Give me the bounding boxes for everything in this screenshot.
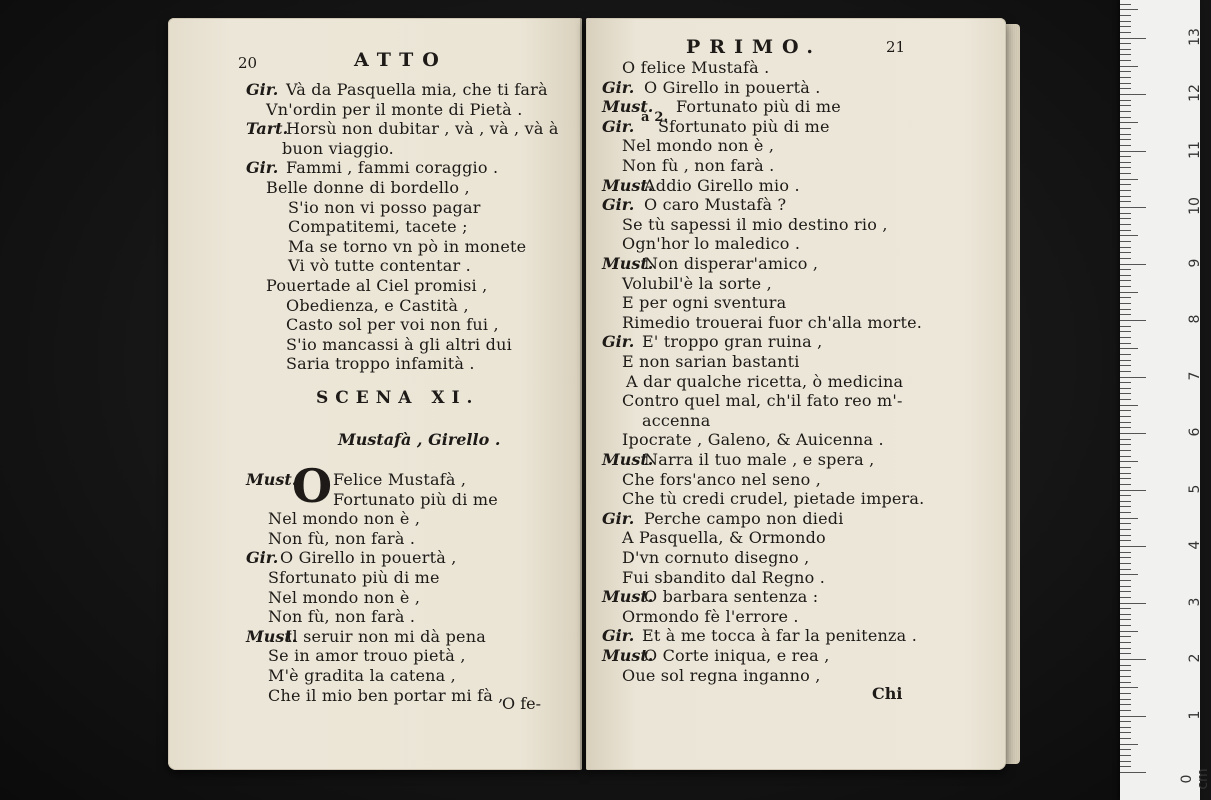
verse-line: Fammi , fammi coraggio . (286, 158, 499, 178)
ruler-tick (1120, 337, 1131, 338)
verse-line: S'io non vi posso pagar (288, 197, 481, 217)
ruler-tick (1120, 608, 1131, 609)
ruler-tick (1120, 749, 1131, 750)
ruler-tick (1120, 60, 1131, 61)
verse-line: Belle donne di bordello , (266, 178, 470, 197)
verse-line: Perche campo non diedi (644, 508, 844, 528)
ruler-tick (1120, 134, 1131, 135)
ruler-tick (1120, 444, 1131, 445)
verse-line: Nel mondo non è , (268, 509, 421, 529)
ruler-tick (1120, 501, 1131, 502)
ruler-tick (1120, 105, 1131, 106)
ruler-tick (1120, 280, 1131, 281)
ruler-tick (1120, 360, 1131, 361)
ruler-tick (1120, 732, 1131, 733)
ruler-tick (1120, 546, 1146, 547)
ruler-tick (1120, 653, 1131, 654)
ruler-tick (1120, 151, 1146, 152)
verse-line: Rimedio trouerai fuor ch'alla morte. (622, 312, 923, 332)
ruler-tick (1120, 15, 1131, 16)
ruler-tick (1120, 625, 1131, 626)
ruler-tick (1120, 772, 1146, 773)
ruler-tick (1120, 704, 1131, 705)
speaker-name: Must. (602, 646, 654, 665)
ruler-tick (1120, 4, 1131, 5)
ruler-label: 11 (1187, 140, 1203, 159)
ruler-tick (1120, 66, 1138, 67)
ruler-tick (1120, 461, 1138, 462)
left-page-number: 20 (238, 54, 258, 72)
speaker-name: Gir. (246, 80, 279, 99)
ruler-tick (1120, 94, 1146, 95)
ruler-tick (1120, 388, 1131, 389)
ruler-tick (1120, 71, 1131, 72)
ruler-tick (1120, 738, 1131, 739)
ruler-tick (1120, 563, 1131, 564)
speaker-name: Gir. (246, 158, 279, 178)
verse-line: S'io mancassi à gli altri dui (286, 334, 512, 354)
verse-line: Sfortunato più di me (268, 568, 440, 587)
ruler-tick (1120, 490, 1146, 491)
speaker-name: Gir. (602, 116, 635, 136)
ruler-label: 10 (1187, 197, 1203, 215)
verse-line: Fortunato più di me (333, 489, 498, 509)
ruler-tick (1120, 252, 1131, 253)
verse-line: E' troppo gran ruina , (642, 332, 823, 352)
ruler-tick (1120, 314, 1131, 315)
verse-line: Non fù , non farà . (622, 156, 775, 175)
ruler-tick (1120, 619, 1131, 620)
speaker-name: Must. (602, 450, 654, 469)
verse-line: Volubil'è la sorte , (622, 273, 772, 293)
speaker-name: Gir. (602, 77, 635, 97)
right-page (586, 18, 1006, 770)
ruler-tick (1120, 687, 1138, 688)
ruler-tick (1120, 405, 1138, 406)
ruler-tick (1120, 569, 1131, 570)
verse-line: Che il mio ben portar mi fà , (268, 685, 504, 705)
ruler-tick (1120, 207, 1146, 208)
verse-line: A dar qualche ricetta, ò medicina (626, 371, 904, 391)
right-page-number: 21 (886, 38, 906, 56)
ruler-tick (1120, 235, 1138, 236)
speaker-name: Must. (602, 97, 654, 117)
scene-title: SCENA XI. (316, 388, 480, 408)
ruler-tick (1120, 117, 1131, 118)
ruler-tick (1120, 173, 1131, 174)
ruler-tick (1120, 427, 1131, 428)
ruler-tick (1120, 258, 1131, 259)
ruler-tick (1120, 716, 1146, 717)
verse-line: Addio Girello mio . (644, 175, 800, 195)
ruler-tick (1120, 761, 1131, 762)
ruler-tick (1120, 196, 1131, 197)
drop-cap: O (292, 459, 333, 513)
verse-line: accenna (642, 410, 711, 430)
a-due-marker: à 2. (641, 110, 669, 125)
verse-line: Fui sbandito dal Regno . (622, 567, 826, 587)
ruler-tick (1120, 269, 1131, 270)
ruler-tick (1120, 574, 1138, 575)
verse-line: Ormondo fè l'errore . (622, 606, 799, 626)
verse-line: Contro quel mal, ch'il fato reo m'- (622, 391, 903, 411)
ruler-tick (1120, 648, 1131, 649)
ruler-tick (1120, 32, 1131, 33)
verse-line: Che tù credi crudel, pietade impera. (622, 489, 925, 509)
verse-line: Oue sol regna inganno , (622, 665, 821, 685)
ruler-tick (1120, 642, 1131, 643)
ruler-tick (1120, 83, 1131, 84)
ruler-label: 2 (1187, 653, 1203, 663)
ruler-tick (1120, 38, 1146, 39)
ruler-label: 6 (1187, 427, 1203, 437)
ruler-tick (1120, 213, 1131, 214)
ruler-tick (1120, 580, 1131, 581)
ruler-tick (1120, 693, 1131, 694)
ruler-tick (1120, 326, 1131, 327)
ruler-tick (1120, 54, 1131, 55)
ruler-label: 0 cm (1179, 768, 1211, 790)
ruler-tick (1120, 393, 1131, 394)
ruler-tick (1120, 682, 1131, 683)
left-running-header: ATTO (354, 49, 448, 71)
ruler-tick (1120, 292, 1138, 293)
ruler-tick (1120, 184, 1131, 185)
ruler-label: 1 (1187, 710, 1203, 719)
verse-line: O caro Mustafà ? (644, 195, 787, 215)
speaker-name: Gir. (602, 626, 635, 646)
verse-line: Ogn'hor lo maledico . (622, 234, 801, 254)
page-edges (1006, 24, 1020, 764)
ruler-tick (1120, 201, 1131, 202)
ruler-tick (1120, 190, 1131, 191)
verse-line: Che fors'anco nel seno , (622, 469, 822, 489)
verse-line: Narra il tuo male , e spera , (644, 450, 875, 469)
verse-line: Il seruir non mi dà pena (286, 626, 486, 646)
ruler-tick (1120, 506, 1131, 507)
ruler-tick (1120, 348, 1138, 349)
open-book (168, 18, 1026, 776)
verse-line: O barbara sentenza : (644, 587, 819, 607)
verse-line: Non fù, non farà . (268, 607, 416, 627)
verse-line: Se tù sapessi il mio destino rio , (622, 214, 888, 234)
ruler-tick (1120, 354, 1131, 355)
ruler-tick (1120, 586, 1131, 587)
verse-line: E non sarian bastanti (622, 352, 800, 371)
ruler-tick (1120, 699, 1131, 700)
left-page (168, 18, 582, 770)
measurement-ruler (1120, 0, 1211, 800)
ruler-tick (1120, 303, 1131, 304)
speaker-name: Must. (602, 175, 654, 195)
speaker-name: Must. (602, 254, 654, 273)
ruler-tick (1120, 484, 1131, 485)
verse-line: Horsù non dubitar , và , và , và à (286, 119, 559, 139)
ruler-tick (1120, 218, 1131, 219)
ruler-label: 13 (1187, 27, 1203, 46)
ruler-tick (1120, 100, 1131, 101)
verse-line: Compatitemi, tacete ; (288, 217, 468, 237)
ruler-tick (1120, 145, 1131, 146)
verse-line: buon viaggio. (282, 138, 394, 158)
speaker-name: Must. (246, 626, 298, 646)
ruler-tick (1120, 264, 1146, 265)
ruler-tick (1120, 275, 1131, 276)
ruler-tick (1120, 9, 1138, 10)
verse-line: Và da Pasquella mia, che ti farà (286, 80, 548, 99)
speaker-name: Tart. (246, 119, 289, 139)
ruler-tick (1120, 456, 1131, 457)
ruler-tick (1120, 297, 1131, 298)
ruler-tick (1120, 473, 1131, 474)
ruler-tick (1120, 552, 1131, 553)
verse-line: Se in amor trouo pietà , (268, 646, 466, 666)
ruler-label: 8 (1187, 314, 1203, 324)
ruler-tick (1120, 179, 1138, 180)
ruler-tick (1120, 156, 1131, 157)
verse-line: Obedienza, e Castità , (286, 295, 469, 315)
ruler-tick (1120, 286, 1131, 287)
ruler-tick (1120, 343, 1131, 344)
ruler-tick (1120, 320, 1146, 321)
verse-line: A Pasquella, & Ormondo (622, 528, 826, 548)
ruler-label: 12 (1187, 84, 1203, 102)
ruler-label: 4 (1187, 540, 1203, 550)
ruler-tick (1120, 88, 1131, 89)
ruler-tick (1120, 26, 1131, 27)
ruler-label: 9 (1187, 258, 1203, 267)
verse-line: O Girello in pouertà , (280, 548, 457, 568)
verse-line: Pouertade al Ciel promisi , (266, 276, 488, 295)
verse-line: Ipocrate , Galeno, & Auicenna . (622, 430, 884, 450)
ruler-tick (1120, 659, 1146, 660)
ruler-tick (1120, 162, 1131, 163)
verse-line: Nel mondo non è , (622, 136, 775, 156)
ruler-tick (1120, 710, 1131, 711)
ruler-tick (1120, 512, 1131, 513)
ruler-tick (1120, 478, 1131, 479)
right-running-header: PRIMO. (686, 36, 823, 58)
ruler-tick (1120, 167, 1131, 168)
ruler-tick (1120, 128, 1131, 129)
scene-cast: Mustafà , Girello . (338, 430, 501, 449)
ruler-tick (1120, 591, 1131, 592)
ruler-tick (1120, 557, 1131, 558)
ruler-tick (1120, 631, 1138, 632)
ruler-tick (1120, 523, 1131, 524)
ruler-tick (1120, 755, 1131, 756)
verse-line: O Corte iniqua, e rea , (644, 646, 830, 665)
ruler-tick (1120, 399, 1131, 400)
ruler-tick (1120, 416, 1131, 417)
ruler-tick (1120, 744, 1138, 745)
verse-line: Saria troppo infamità . (286, 354, 475, 374)
ruler-tick (1120, 377, 1146, 378)
verse-line: Non disperar'amico , (644, 254, 819, 273)
ruler-tick (1120, 597, 1131, 598)
ruler-tick (1120, 518, 1138, 519)
ruler-tick (1120, 111, 1131, 112)
verse-line: Ma se torno vn pò in monete (288, 236, 527, 256)
ruler-tick (1120, 247, 1131, 248)
speaker-name: Must. (246, 470, 298, 489)
speaker-name: Gir. (602, 195, 635, 215)
ruler-tick (1120, 43, 1131, 44)
left-catchword: O fe- (502, 694, 541, 713)
speaker-name: Gir. (602, 508, 635, 528)
ruler-tick (1120, 122, 1138, 123)
ruler-tick (1120, 410, 1131, 411)
ruler-tick (1120, 331, 1131, 332)
verse-line: Nel mondo non è , (268, 587, 421, 607)
speaker-name: Must. (602, 587, 654, 607)
speaker-name: Gir. (246, 548, 279, 568)
ruler-tick (1120, 540, 1131, 541)
ruler-tick (1120, 365, 1131, 366)
verse-line: O felice Mustafà . (622, 58, 770, 77)
ruler-tick (1120, 77, 1131, 78)
ruler-tick (1120, 450, 1131, 451)
verse-line: Sfortunato più di me (658, 116, 830, 136)
ruler-tick (1120, 603, 1146, 604)
ruler-tick (1120, 535, 1131, 536)
verse-line: D'vn cornuto disegno , (622, 548, 810, 567)
ruler-tick (1120, 529, 1131, 530)
ruler-tick (1120, 371, 1131, 372)
ruler-tick (1120, 665, 1131, 666)
ruler-tick (1120, 495, 1131, 496)
ruler-tick (1120, 49, 1131, 50)
ruler-tick (1120, 422, 1131, 423)
ruler-tick (1120, 241, 1131, 242)
ruler-tick (1120, 766, 1131, 767)
verse-line: M'è gradita la catena , (268, 666, 456, 685)
verse-line: E per ogni sventura (622, 293, 787, 313)
ruler-tick (1120, 636, 1131, 637)
verse-line: Et à me tocca à far la penitenza . (642, 626, 917, 646)
ruler-tick (1120, 727, 1131, 728)
ruler-tick (1120, 230, 1131, 231)
ruler-label: 3 (1187, 597, 1203, 606)
ruler-tick (1120, 670, 1131, 671)
right-catchword: Chi (872, 684, 903, 703)
ruler-tick (1120, 382, 1131, 383)
ruler-tick (1120, 433, 1146, 434)
ruler-tick (1120, 224, 1131, 225)
verse-line: O Girello in pouertà . (644, 77, 821, 97)
ruler-tick (1120, 614, 1131, 615)
verse-line: Vn'ordin per il monte di Pietà . (266, 99, 523, 119)
ruler-tick (1120, 721, 1131, 722)
verse-line: Non fù, non farà . (268, 528, 416, 548)
ruler-tick (1120, 21, 1131, 22)
ruler-tick (1120, 467, 1131, 468)
verse-line: Vi vò tutte contentar . (288, 256, 471, 276)
ruler-tick (1120, 676, 1131, 677)
ruler-tick (1120, 139, 1131, 140)
verse-line: Fortunato più di me (676, 97, 841, 117)
speaker-name: Gir. (602, 332, 635, 352)
ruler-tick (1120, 439, 1131, 440)
ruler-tick (1120, 309, 1131, 310)
ruler-label: 5 (1187, 484, 1203, 493)
verse-line: Casto sol per voi non fui , (286, 315, 499, 335)
verse-line: Felice Mustafà , (333, 470, 467, 489)
ruler-label: 7 (1187, 371, 1203, 380)
